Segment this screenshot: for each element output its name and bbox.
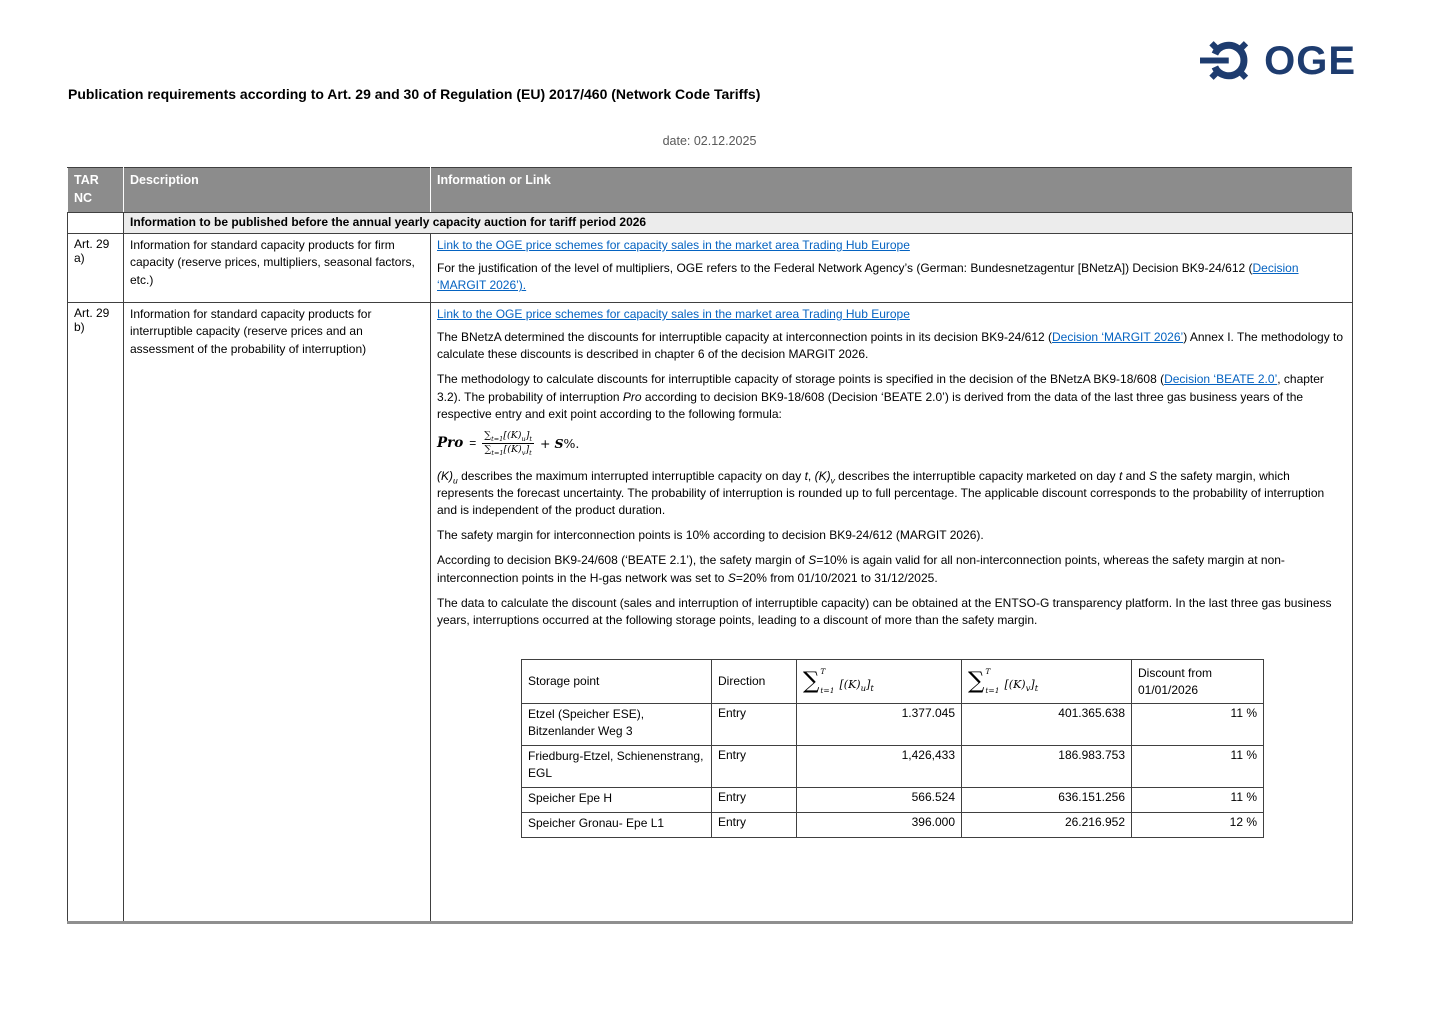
date-line: date: 02.12.2025 xyxy=(662,134,757,148)
discount-cell: 11 % xyxy=(1132,746,1264,788)
storage-table-row xyxy=(522,788,1264,813)
p4-t1: describes the maximum interrupted interruptible capacity on day xyxy=(457,468,805,483)
formula-fraction xyxy=(482,431,534,456)
paragraph-safety-margin: The safety margin for interconnection points is 10% according to decision BK9-24/612 (MARGIT 2026). xyxy=(437,528,984,543)
price-schemes-link-b[interactable]: Link to the OGE price schemes for capacity sales in the market area Trading Hub Europe xyxy=(437,307,910,321)
oge-logo-text: OGE xyxy=(1264,38,1356,83)
storage-points-table xyxy=(521,659,1264,838)
discount-cell: 11 % xyxy=(1132,788,1264,813)
description-cell-a: Information for standard capacity products for firm capacity (reserve prices, multipliers, seasonal factors, etc.) xyxy=(124,234,431,303)
sum-v-col-header: ∑ T t=1 $[(K)_v]_t$ xyxy=(962,660,1132,704)
discount-cell: 11 % xyxy=(1132,704,1264,746)
direction-cell: Entry xyxy=(712,746,797,788)
formula-lhs: Pro xyxy=(437,435,464,452)
p6-s2: S xyxy=(727,570,736,585)
sum-u-col-header: ∑ T t=1 $[(K)_u]_t$ xyxy=(797,660,962,704)
paragraph-entso-g: The data to calculate the discount (sales and interruption of interruptible capacity) can be obtained at the ENTSO-G transparency platform. In the last three gas business years, interruptions occurred at the following storage points, leading to a discount of more than the safety margin. xyxy=(437,595,1332,627)
sum-v-cell: 26.216.952 xyxy=(962,813,1132,838)
margit-2026-link-b[interactable]: Decision ‘MARGIT 2026’ xyxy=(1052,330,1184,345)
sum-u-cell: 1.377.045 xyxy=(797,704,962,746)
paragraph-bnetza-discounts xyxy=(437,329,1346,363)
section-title-row xyxy=(68,213,1353,234)
p2-text-a: The BNetzA determined the discounts for interruptible capacity at interconnection points in its decision BK9-24/612 ( xyxy=(437,330,1053,345)
storage-point-cell: Speicher Epe H xyxy=(522,788,712,813)
sum-v-cell: 401.365.638 xyxy=(962,704,1132,746)
col-header-description: Description xyxy=(124,168,431,213)
formula-tail: + S%. xyxy=(540,435,580,451)
storage-table-header-row xyxy=(522,660,1264,704)
col-header-information: Information or Link xyxy=(431,168,1353,213)
formula-denominator: $\sum_{t=1}[(K)_v]_t$ xyxy=(484,443,532,457)
p4-t3: describes the interruptible capacity marketed on day xyxy=(834,468,1119,483)
table-row-art29b xyxy=(68,303,1353,923)
table-header-row xyxy=(68,168,1353,213)
p4-t4: and xyxy=(1122,468,1150,483)
section-title-empty-cell xyxy=(68,213,124,234)
margit-2026-link-a[interactable]: Decision ‘MARGIT 2026’). xyxy=(437,261,1299,293)
sum-u-cell: 566.524 xyxy=(797,788,962,813)
p4-t5: the safety margin, which represents the forecast uncertainty. The probability of interruption is rounded up to full percentage. The applicable discount corresponds to the probability of interruption and is independent of the product duration. xyxy=(437,468,1325,518)
article-cell-a: Art. 29 a) xyxy=(68,234,124,303)
justification-text-a: For the justification of the level of multipliers, OGE refers to the Federal Network Agency’s (German: Bundesnetzagentur [BNetzA]) Decision BK9-24/612 ( xyxy=(437,261,1253,276)
direction-col-header: Direction xyxy=(712,660,797,704)
storage-point-cell: Speicher Gronau- Epe L1 xyxy=(522,813,712,838)
main-table xyxy=(67,167,1353,924)
direction-cell: Entry xyxy=(712,704,797,746)
p3-text-a: The methodology to calculate discounts for interruptible capacity of storage points is specified in the decision of the BNetzA BK9-18/608 ( xyxy=(437,372,1165,387)
col-header-tar-nc: TAR NC xyxy=(68,168,124,213)
formula-numerator: $\sum_{t=1}[(K)_u]_t$ xyxy=(484,429,533,443)
p3-text-b: , chapter 3.2). The probability of interruption xyxy=(437,372,1324,404)
p2-text-b: ) Annex I. The methodology to calculate these discounts is described in chapter 6 of the decision MARGIT 2026. xyxy=(437,330,1344,362)
p4-t2: , xyxy=(807,468,815,483)
storage-table-row xyxy=(522,746,1264,788)
info-cell-a xyxy=(431,234,1353,303)
storage-table-row xyxy=(522,813,1264,838)
table-row-art29a xyxy=(68,234,1353,303)
section-title: Information to be published before the annual yearly capacity auction for tariff period 2026 xyxy=(124,213,1353,234)
k1-sub: u xyxy=(453,475,458,486)
oge-logo-icon xyxy=(1200,36,1254,85)
description-cell-b: Information for standard capacity products for interruptible capacity (reserve prices and an assessment of the probability of interruption) xyxy=(124,303,431,923)
pro-italic: Pro xyxy=(622,389,642,404)
price-schemes-link-a[interactable]: Link to the OGE price schemes for capacity sales in the market area Trading Hub Europe xyxy=(437,238,910,252)
p4-i1: t xyxy=(804,468,808,483)
k1: (K) xyxy=(437,468,453,483)
p4-i2: t xyxy=(1119,468,1123,483)
k2: (K) xyxy=(814,468,831,483)
p6-a: According to decision BK9-24/608 (‘BEATE 2.1’), the safety margin of xyxy=(437,553,809,568)
direction-cell: Entry xyxy=(712,788,797,813)
storage-point-cell: Etzel (Speicher ESE), Bitzenlander Weg 3 xyxy=(522,704,712,746)
p6-c: =20% from 01/10/2021 to 31/12/2025. xyxy=(735,570,938,585)
paragraph-ku-kv xyxy=(437,468,1346,519)
sum-u-cell: 1,426,433 xyxy=(797,746,962,788)
beate-2-0-link[interactable]: Decision ‘BEATE 2.0’ xyxy=(1164,372,1278,387)
p6-s1: S xyxy=(808,553,817,568)
sum-v-cell: 186.983.753 xyxy=(962,746,1132,788)
info-cell-b xyxy=(431,303,1353,923)
discount-col-header: Discount from 01/01/2026 xyxy=(1132,660,1264,704)
sum-u-cell: 396.000 xyxy=(797,813,962,838)
p3-text-c: according to decision BK9-18/608 (Decision ‘BEATE 2.0’) is derived from the data of the last three gas business years of the respective entry and exit point according to the following formula: xyxy=(437,389,1304,421)
discount-cell: 12 % xyxy=(1132,813,1264,838)
storage-table-row xyxy=(522,704,1264,746)
probability-formula xyxy=(437,431,1346,456)
paragraph-beate21 xyxy=(437,552,1346,586)
k2-sub: v xyxy=(830,475,835,486)
p6-b: =10% is again valid for all non-interconnection points, whereas the safety margin at non-interconnection points in the H-gas network was set to xyxy=(437,553,1285,585)
formula-equals: = xyxy=(469,436,477,451)
sum-v-cell: 636.151.256 xyxy=(962,788,1132,813)
paragraph-methodology xyxy=(437,371,1346,422)
storage-col-header: Storage point xyxy=(522,660,712,704)
p4-i3: S xyxy=(1149,468,1158,483)
oge-logo xyxy=(1200,36,1356,85)
article-cell-b: Art. 29 b) xyxy=(68,303,124,923)
storage-point-cell: Friedburg-Etzel, Schienenstrang, EGL xyxy=(522,746,712,788)
direction-cell: Entry xyxy=(712,813,797,838)
page-title: Publication requirements according to Art. 29 and 30 of Regulation (EU) 2017/460 (Network Code Tariffs) xyxy=(68,86,761,102)
